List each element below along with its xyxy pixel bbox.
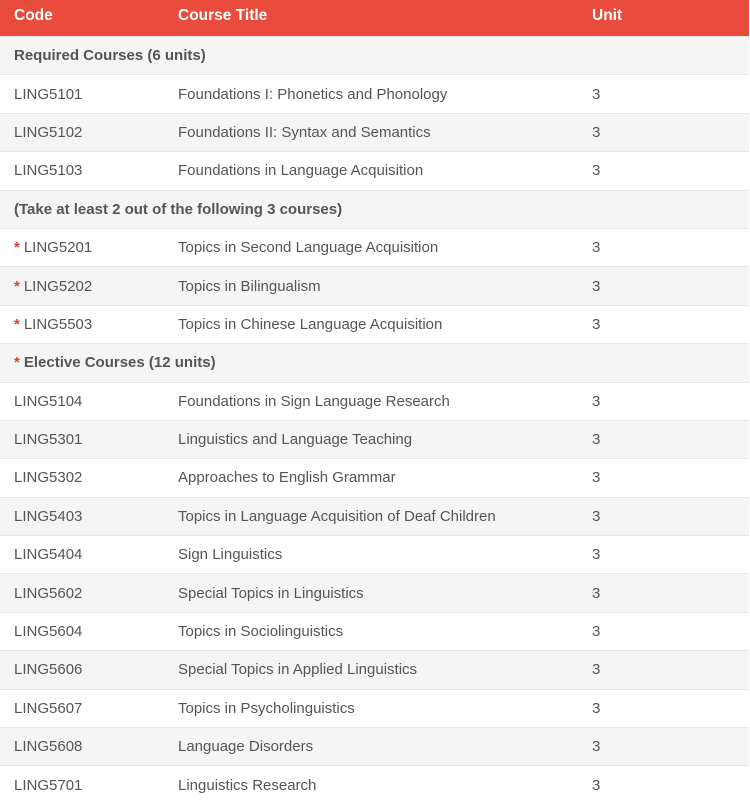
course-code [0,651,164,689]
course-unit: 3 [578,113,749,151]
course-code [0,459,164,497]
course-title: Topics in Psycholinguistics [164,689,578,727]
course-title: Topics in Second Language Acquisition [164,228,578,266]
course-code-text: LING5604 [14,623,83,641]
course-code-text: LING5202 [23,277,93,295]
table-row [0,689,749,727]
course-title: Foundations I: Phonetics and Phonology [164,75,578,113]
table-group-row [0,190,749,228]
table-row [0,536,749,574]
table-row [0,728,749,766]
course-unit: 3 [578,228,749,266]
course-code [0,228,164,266]
course-title: Language Disorders [164,728,578,766]
required-star: * [14,315,20,333]
course-title: Special Topics in Linguistics [164,574,578,612]
table-group-row [0,344,749,382]
course-code-text: LING5607 [14,699,83,717]
course-title: Foundations II: Syntax and Semantics [164,113,578,151]
group-heading-text: Required Courses (6 units) [14,47,206,65]
table-row [0,113,749,151]
group-heading [0,344,749,382]
table-row [0,75,749,113]
required-star: * [14,277,20,295]
course-unit: 3 [578,728,749,766]
course-code-text: LING5503 [23,315,93,333]
course-code-text: LING5606 [14,661,83,679]
course-title: Topics in Chinese Language Acquisition [164,305,578,343]
required-star: * [14,239,20,257]
course-code [0,766,164,804]
table-row [0,612,749,650]
course-title: Sign Linguistics [164,536,578,574]
course-code-text: LING5701 [14,776,83,794]
group-heading [0,37,749,75]
course-title: Foundations in Sign Language Research [164,382,578,420]
table-row [0,574,749,612]
table-row [0,228,749,266]
table-header-row [0,0,749,37]
course-unit: 3 [578,459,749,497]
table-row [0,382,749,420]
course-unit: 3 [578,574,749,612]
course-code [0,267,164,305]
group-heading [0,190,749,228]
course-title: Approaches to English Grammar [164,459,578,497]
table-row [0,420,749,458]
course-title: Foundations in Language Acquisition [164,152,578,190]
course-code [0,113,164,151]
course-unit: 3 [578,651,749,689]
course-code-text: LING5101 [14,85,83,103]
group-heading-text: (Take at least 2 out of the following 3 courses) [14,200,343,218]
course-code-text: LING5302 [14,469,83,487]
course-unit: 3 [578,267,749,305]
table-body [0,37,749,804]
course-unit: 3 [578,766,749,804]
course-code [0,574,164,612]
table-row [0,497,749,535]
course-code [0,75,164,113]
course-code [0,612,164,650]
table-row [0,766,749,804]
course-title: Linguistics Research [164,766,578,804]
course-code [0,536,164,574]
course-code-text: LING5104 [14,392,83,410]
course-code [0,497,164,535]
course-unit: 3 [578,305,749,343]
course-unit: 3 [578,382,749,420]
course-code [0,728,164,766]
header-course-title: Course Title [164,0,578,37]
course-title: Topics in Sociolinguistics [164,612,578,650]
course-code-text: LING5608 [14,738,83,756]
course-unit: 3 [578,689,749,727]
required-star: * [14,354,20,372]
table-row [0,267,749,305]
course-unit: 3 [578,612,749,650]
course-code-text: LING5403 [14,507,83,525]
course-title: Special Topics in Applied Linguistics [164,651,578,689]
header-code: Code [0,0,164,37]
course-code-text: LING5102 [14,123,83,141]
course-unit: 3 [578,420,749,458]
table-row [0,152,749,190]
course-code [0,152,164,190]
course-unit: 3 [578,536,749,574]
course-title: Linguistics and Language Teaching [164,420,578,458]
course-unit: 3 [578,497,749,535]
course-code-text: LING5201 [23,239,93,257]
course-code [0,420,164,458]
table-row [0,305,749,343]
course-unit: 3 [578,75,749,113]
course-code-text: LING5301 [14,431,83,449]
table-group-row [0,37,749,75]
course-unit: 3 [578,152,749,190]
course-code [0,305,164,343]
table-row [0,459,749,497]
group-heading-text: Elective Courses (12 units) [23,354,216,372]
course-code-text: LING5103 [14,162,83,180]
course-code [0,382,164,420]
table-row [0,651,749,689]
header-unit: Unit [578,0,749,37]
course-code-text: LING5404 [14,546,83,564]
course-code [0,689,164,727]
course-code-text: LING5602 [14,584,83,602]
course-title: Topics in Language Acquisition of Deaf Children [164,497,578,535]
course-title: Topics in Bilingualism [164,267,578,305]
